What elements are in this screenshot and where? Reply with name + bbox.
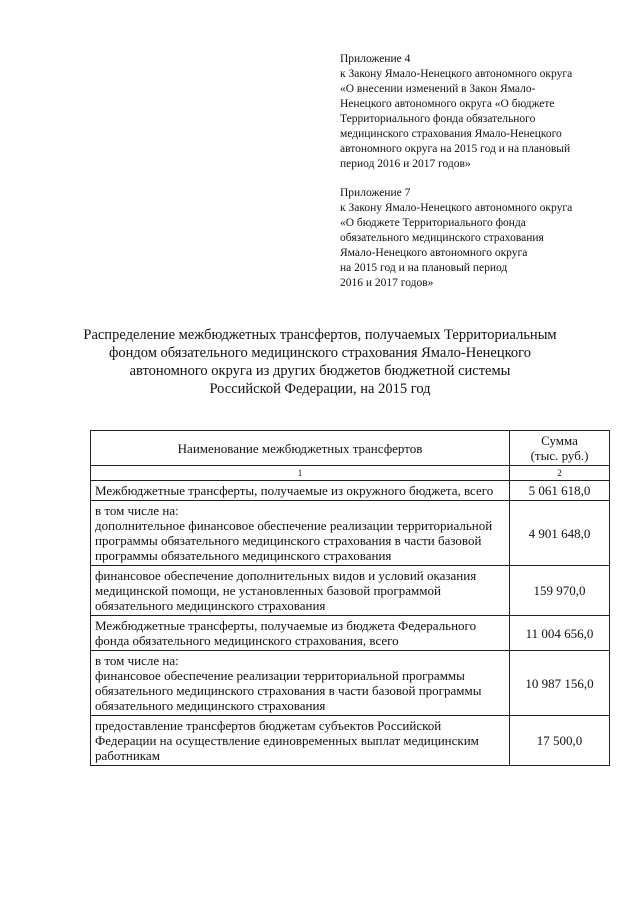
appendix-4-line: «О внесении изменений в Закон Ямало- <box>340 83 536 95</box>
appendix-4-line: к Закону Ямало-Ненецкого автономного округа <box>340 68 573 80</box>
appendix-7-line: 2016 и 2017 годов» <box>340 277 434 289</box>
header-name-cell: Наименование межбюджетных трансфертов <box>91 431 510 466</box>
transfer-name-cell: Межбюджетные трансферты, получаемые из бюджета Федерального фонда обязательного медицинского страхования, всего <box>91 616 510 651</box>
index-cell-2: 2 <box>510 466 610 481</box>
table-row <box>91 616 610 651</box>
index-cell-1: 1 <box>91 466 510 481</box>
transfer-sum-cell: 17 500,0 <box>510 716 610 766</box>
appendix-4-line: медицинского страхования Ямало-Ненецкого <box>340 128 562 140</box>
table-body <box>91 481 610 766</box>
appendix-4-line: период 2016 и 2017 годов» <box>340 158 471 170</box>
appendix-4-line: Ненецкого автономного округа «О бюджете <box>340 98 555 110</box>
transfer-sum-cell: 159 970,0 <box>510 566 610 616</box>
title-line: фондом обязательного медицинского страхования Ямало-Ненецкого <box>108 345 532 361</box>
transfer-name-cell: предоставление трансфертов бюджетам субъектов Российской Федерации на осуществление единовременных выплат медицинским работникам <box>91 716 510 766</box>
header-sum-cell <box>510 431 610 466</box>
transfers-table <box>90 430 610 766</box>
table-row <box>91 481 610 501</box>
appendix-7-line: к Закону Ямало-Ненецкого автономного округа <box>340 202 573 214</box>
title-line: Распределение межбюджетных трансфертов, получаемых Территориальным <box>83 327 557 343</box>
appendix-4-heading: Приложение 4 <box>340 53 411 65</box>
header-sum-label: Сумма <box>541 433 578 448</box>
appendix-4-block <box>340 52 635 172</box>
transfer-sum-cell: 10 987 156,0 <box>510 651 610 716</box>
appendix-7-line: обязательного медицинского страхования <box>340 232 544 244</box>
appendix-7-block <box>340 186 635 291</box>
transfer-name-cell: финансовое обеспечение дополнительных видов и условий оказания медицинской помощи, не установленных базовой программой обязательного медицинского страхования <box>91 566 510 616</box>
transfer-name-cell: в том числе на: дополнительное финансовое обеспечение реализации территориальной программы обязательного медицинского страхования в части базовой программы обязательного медицинского страхования <box>91 501 510 566</box>
appendix-4-line: автономного округа на 2015 год и на плановый <box>340 143 571 155</box>
transfer-sum-cell: 11 004 656,0 <box>510 616 610 651</box>
table-row <box>91 651 610 716</box>
table-row <box>91 716 610 766</box>
appendix-7-line: «О бюджете Территориального фонда <box>340 217 526 229</box>
appendix-7-heading: Приложение 7 <box>340 187 411 199</box>
table-row <box>91 501 610 566</box>
table-row <box>91 566 610 616</box>
header-sum-unit: (тыс. руб.) <box>530 448 589 463</box>
title-line: Российской Федерации, на 2015 год <box>209 381 431 397</box>
appendix-7-line: на 2015 год и на плановый период <box>340 262 508 274</box>
appendix-7-line: Ямало-Ненецкого автономного округа <box>340 247 528 259</box>
document-title <box>60 326 580 398</box>
transfer-name-cell: в том числе на: финансовое обеспечение реализации территориальной программы обязательного медицинского страхования в части базовой программы обязательного медицинского страхования <box>91 651 510 716</box>
table-index-row <box>91 466 610 481</box>
appendix-4-line: Территориального фонда обязательного <box>340 113 536 125</box>
transfer-sum-cell: 4 901 648,0 <box>510 501 610 566</box>
title-line: автономного округа из других бюджетов бюджетной системы <box>129 363 511 379</box>
table-header-row <box>91 431 610 466</box>
transfer-sum-cell: 5 061 618,0 <box>510 481 610 501</box>
transfer-name-cell: Межбюджетные трансферты, получаемые из окружного бюджета, всего <box>91 481 510 501</box>
